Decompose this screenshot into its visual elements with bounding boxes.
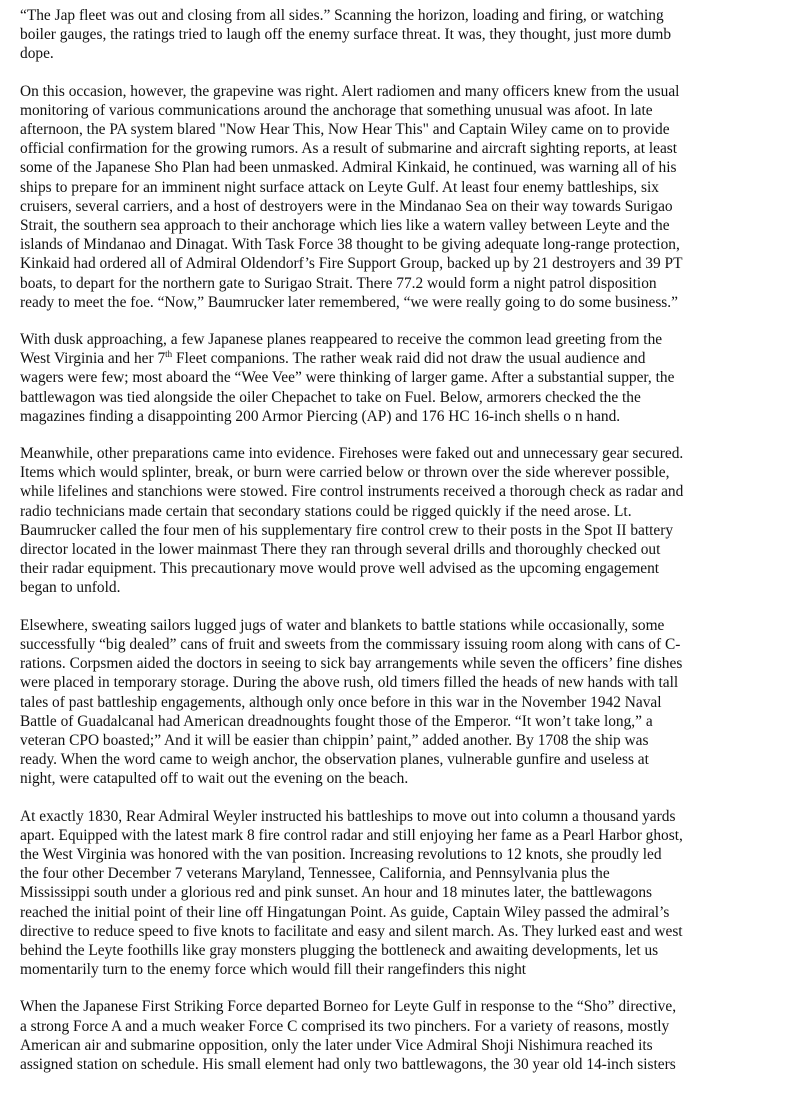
text-line: West Virginia and her 7th Fleet companions. The rather weak raid did not draw the usual audience and xyxy=(20,349,646,368)
text-line: behind the Leyte foothills like gray monsters plugging the bottleneck and awaiting developments, let us xyxy=(20,941,659,959)
text-line: islands of Mindanao and Dinagat. With Task Force 38 thought to be giving adequate long-range protection, xyxy=(20,236,680,254)
text-line: veteran CPO boasted;” And it will be easier than chippin’ paint,” added another. By 1708 the ship was xyxy=(20,731,649,749)
text-line: radio technicians made certain that secondary stations could be rigged quickly if the need arose. Lt. xyxy=(20,502,632,520)
text-line: reached the initial point of their line off Hingatungan Point. As guide, Captain Wiley passed the admiral’s xyxy=(20,903,670,921)
text-line: boiler gauges, the ratings tried to laugh off the enemy surface threat. It was, they thought, just more dumb xyxy=(20,26,672,44)
text-line: Elsewhere, sweating sailors lugged jugs of water and blankets to battle stations while occasionally, some xyxy=(20,616,665,634)
text-line: With dusk approaching, a few Japanese planes reappeared to receive the common lead greeting from the xyxy=(20,331,663,349)
text-line: “The Jap fleet was out and closing from all sides.” Scanning the horizon, loading and firing, or watching xyxy=(20,7,664,24)
text-line: boats, to depart for the northern gate to Surigao Strait. There 77.2 would form a night patrol disposition xyxy=(20,274,657,292)
text-line: the four other December 7 veterans Maryland, Tennessee, California, and Pennsylvania plus the xyxy=(20,865,610,883)
text-line: dope. xyxy=(20,45,54,63)
text-line: a strong Force A and a much weaker Force C comprised its two pinchers. For a variety of reasons, mostly xyxy=(20,1017,670,1035)
text-line: When the Japanese First Striking Force departed Borneo for Leyte Gulf in response to the “Sho” directive, xyxy=(20,998,677,1016)
text-line: official confirmation for the growing rumors. As a result of submarine and aircraft sighting reports, at least xyxy=(20,140,678,158)
text-line: assigned station on schedule. His small element had only two battlewagons, the 30 year old 14-inch sisters xyxy=(20,1055,676,1073)
text-line: directive to reduce speed to five knots to facilitate and easy and silent march. As. They lurked east and west xyxy=(20,922,683,940)
text-line: while lifelines and stanchions were stowed. Fire control instruments received a thorough check as radar and xyxy=(20,483,684,501)
paragraph-3 xyxy=(20,330,778,426)
paragraph-2 xyxy=(20,82,778,312)
paragraph-5 xyxy=(20,616,778,789)
text-line: ships to prepare for an imminent night surface attack on Leyte Gulf. At least four enemy battleships, six xyxy=(20,178,659,196)
paragraph-7 xyxy=(20,997,778,1074)
paragraph-4 xyxy=(20,444,778,598)
text-line: director located in the lower mainmast There they ran through several drills and thoroughly checked out xyxy=(20,541,661,559)
text-line: battlewagon was tied alongside the oiler Chepachet to take on Fuel. Below, armorers checked the the xyxy=(20,388,641,406)
text-line: some of the Japanese Sho Plan had been unmasked. Admiral Kinkaid, he continued, was warning all of his xyxy=(20,159,677,177)
text-line: magazines finding a disappointing 200 Armor Piercing (AP) and 176 HC 16-inch shells o n hand. xyxy=(20,407,621,425)
text-line: their radar equipment. This precautionary move would prove well advised as the upcoming engagement xyxy=(20,560,660,578)
text-line: successfully “big dealed” cans of fruit and sweets from the commissary issuing room along with cans of C- xyxy=(20,635,681,653)
text-line: cruisers, several carriers, and a host of destroyers were in the Mindanao Sea on their way towards Surigao xyxy=(20,197,673,215)
text-line: momentarily turn to the enemy force which would fill their rangefinders this night xyxy=(20,961,527,979)
text-line: afternoon, the PA system blared "Now Hear This, Now Hear This" and Captain Wiley came on to provide xyxy=(20,121,670,139)
text-line: ready. When the word came to weigh anchor, the observation planes, vulnerable gunfire and useless at xyxy=(20,751,649,769)
text-line: Items which would splinter, break, or burn were carried below or thrown over the side wherever possible, xyxy=(20,464,670,482)
text-line: On this occasion, however, the grapevine was right. Alert radiomen and many officers knew from the usual xyxy=(20,82,680,100)
document-body xyxy=(20,6,778,1074)
text-line: Strait, the southern sea approach to their anchorage which lies like a watern valley between Leyte and the xyxy=(20,217,670,235)
document-page xyxy=(20,6,778,1092)
text-line: night, were catapulted off to wait out the evening on the beach. xyxy=(20,770,409,788)
text-line: Battle of Guadalcanal had American dreadnoughts fought those of the Emperor. “It won’t take long,” a xyxy=(20,712,653,730)
text-line: tales of past battleship engagements, although only once before in this war in the November 1942 Naval xyxy=(20,693,662,711)
text-line: began to unfold. xyxy=(20,579,121,597)
text-line: Meanwhile, other preparations came into evidence. Firehoses were faked out and unnecessary gear secured. xyxy=(20,445,684,463)
text-line: Baumrucker called the four men of his supplementary fire control crew to their posts in the Spot II battery xyxy=(20,521,674,539)
text-line: monitoring of various communications around the anchorage that something unusual was afoot. In late xyxy=(20,101,653,119)
text-line: Mississippi south under a glorious red and pink sunset. An hour and 18 minutes later, the battlewagons xyxy=(20,884,653,902)
text-line: the West Virginia was honored with the van position. Increasing revolutions to 12 knots, she proudly led xyxy=(20,845,662,863)
text-line: American air and submarine opposition, only the later under Vice Admiral Shoji Nishimura reached its xyxy=(20,1036,653,1054)
text-line: rations. Corpsmen aided the doctors in seeing to sick bay arrangements while seven the officers’ fine dishes xyxy=(20,655,683,673)
superscript: th xyxy=(165,349,173,360)
text-line: apart. Equipped with the latest mark 8 fire control radar and still enjoying her fame as a Pearl Harbor ghost, xyxy=(20,826,683,844)
text-line: Kinkaid had ordered all of Admiral Oldendorf’s Fire Support Group, backed up by 21 destroyers and 39 PT xyxy=(20,255,683,273)
text-line: ready to meet the foe. “Now,” Baumrucker later remembered, “we were really going to do some business.” xyxy=(20,293,678,311)
text-line: were placed in temporary storage. During the above rush, old timers filled the heads of new hands with tall xyxy=(20,674,679,692)
text-line: At exactly 1830, Rear Admiral Weyler instructed his battleships to move out into column a thousand yards xyxy=(20,807,676,825)
paragraph-1 xyxy=(20,6,778,64)
paragraph-6 xyxy=(20,807,778,980)
text-line: wagers were few; most aboard the “Wee Vee” were thinking of larger game. After a substantial supper, the xyxy=(20,369,675,387)
